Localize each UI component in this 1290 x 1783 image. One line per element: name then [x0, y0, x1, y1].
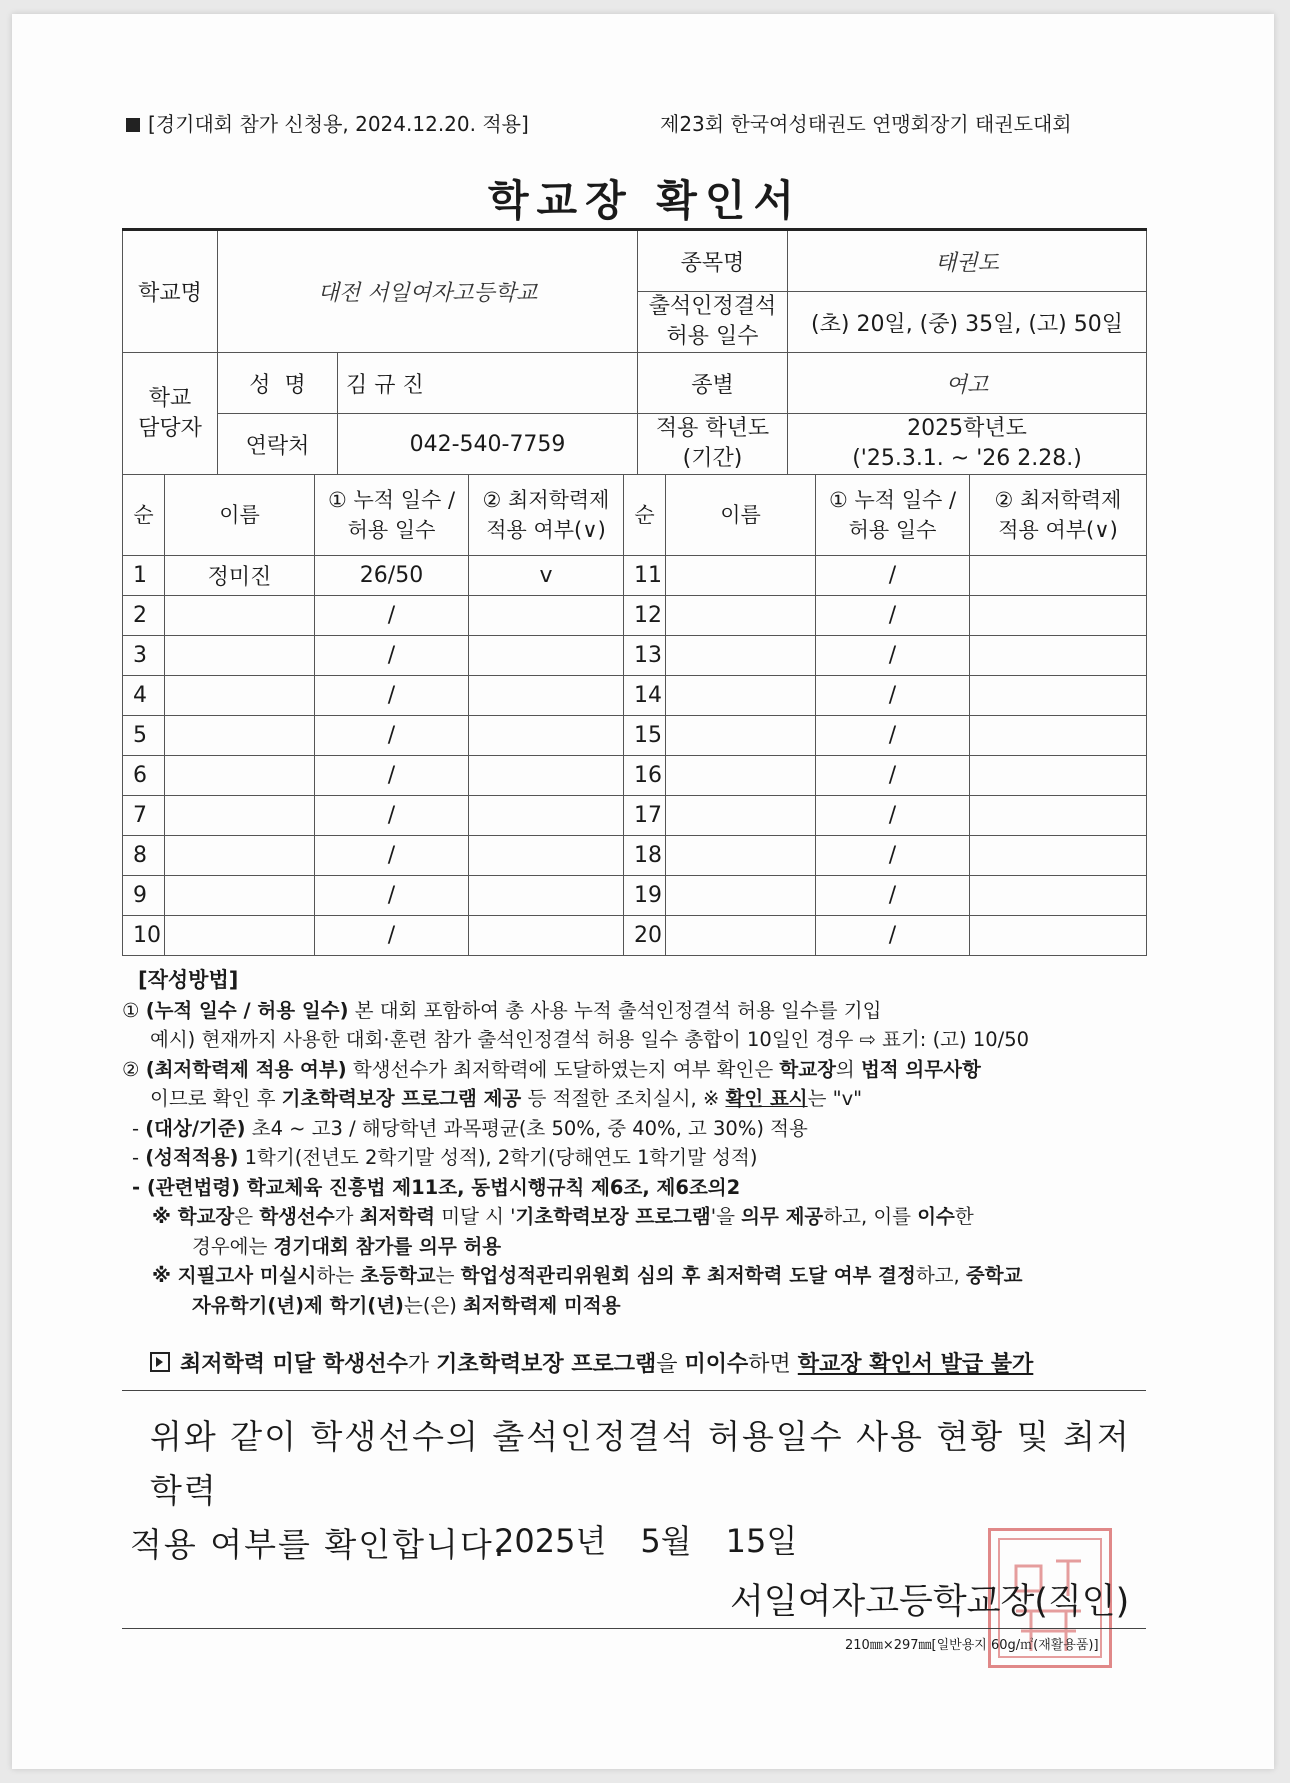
row-name-2	[666, 636, 816, 676]
row-no-2: 18	[624, 836, 666, 876]
divider-top	[122, 1390, 1146, 1391]
student-list-table	[122, 474, 1147, 956]
contact-value: 042-540-7759	[338, 414, 638, 475]
table-row	[123, 676, 1147, 716]
guide-line-3	[122, 1055, 1148, 1085]
row-check-2	[970, 756, 1147, 796]
row-no-2: 11	[624, 556, 666, 596]
g5b: (대상/기준)	[145, 1116, 246, 1140]
table-row	[123, 836, 1147, 876]
col-days	[315, 475, 469, 556]
principal-signature: 서일여자고등학교장(직인)	[730, 1582, 1130, 1622]
row-name	[165, 796, 315, 836]
row-no: 5	[123, 716, 165, 756]
g9b: 경기대회 참가를 의무 허용	[273, 1234, 502, 1258]
table-row	[123, 916, 1147, 956]
writing-guide	[122, 966, 1148, 1320]
g5c: 초4 ~ 고3 / 해당학년 과목평균(초 50%, 중 40%, 고 30%) 적용	[245, 1116, 808, 1140]
col-name: 이름	[165, 475, 315, 556]
paper-info: 210㎜×297㎜[일반용지 60g/㎡(재활용품)]	[845, 1638, 1099, 1653]
gender-value: 여고	[788, 353, 1147, 414]
col-no: 순	[123, 475, 165, 556]
g10g: 중학교	[965, 1264, 1023, 1287]
divider-bottom	[122, 1628, 1146, 1629]
year-label-line1: 적용 학년도	[655, 416, 770, 441]
row-name-2	[666, 876, 816, 916]
table-row	[123, 636, 1147, 676]
row-name-2	[666, 556, 816, 596]
row-no-2: 16	[624, 756, 666, 796]
g6b: (성적적용)	[145, 1146, 239, 1169]
manager-label-line2: 담당자	[138, 415, 202, 441]
name-label: 성 명	[218, 353, 338, 414]
row-days-2: /	[816, 556, 970, 596]
guide-line-6	[122, 1143, 1148, 1173]
n-a: 최저학력 미달 학생선수	[180, 1352, 408, 1377]
row-check	[469, 756, 624, 796]
table-row	[123, 796, 1147, 836]
n-d: 을	[656, 1352, 685, 1377]
document-title: 학교장 확인서	[487, 176, 803, 225]
g8f: 미달 시 '	[435, 1205, 516, 1228]
table-row	[123, 876, 1147, 916]
g5a: -	[132, 1116, 146, 1140]
absence-value: (초) 20일, (중) 35일, (고) 50일	[788, 292, 1147, 353]
g4c: 등 적절한 조치실시, ※	[521, 1087, 726, 1110]
g4e: 는 "v"	[807, 1087, 863, 1110]
g3b: (최저학력제 적용 여부)	[145, 1057, 347, 1081]
arrow-box-icon	[150, 1352, 170, 1372]
row-name	[165, 596, 315, 636]
row-check	[469, 596, 624, 636]
g8b: 은	[234, 1205, 260, 1228]
g8j: 하고, 이를	[823, 1205, 918, 1228]
row-days: /	[315, 916, 469, 956]
row-days: 26/50	[315, 556, 469, 596]
row-name: 정미진	[165, 556, 315, 596]
row-no: 7	[123, 796, 165, 836]
g8c: 학생선수	[259, 1205, 335, 1228]
list-header-row	[123, 475, 1147, 556]
guide-line-5	[122, 1114, 1148, 1144]
row-no: 4	[123, 676, 165, 716]
row-check	[469, 796, 624, 836]
header-right: 제23회 한국여성태권도 연맹회장기 태권도대회	[660, 112, 1072, 136]
table-row	[123, 556, 1147, 596]
row-days-2: /	[816, 636, 970, 676]
event-value: 태권도	[788, 230, 1147, 292]
row-name-2	[666, 676, 816, 716]
g9a: 경우에는	[192, 1234, 274, 1258]
row-check-2	[970, 836, 1147, 876]
g8g: 기초학력보장 프로그램	[515, 1205, 711, 1228]
date-month: 5월	[640, 1522, 692, 1560]
row-no-2: 20	[624, 916, 666, 956]
absence-label-line1: 출석인정결석	[648, 294, 777, 319]
issue-date	[494, 1516, 831, 1562]
gender-label: 종별	[638, 353, 788, 414]
g3a: ②	[122, 1057, 146, 1081]
row-days: /	[315, 876, 469, 916]
g11a: 자유학기(년)제 학기(년)	[192, 1293, 404, 1317]
row-check-2	[970, 916, 1147, 956]
row-name-2	[666, 756, 816, 796]
row-check-2	[970, 716, 1147, 756]
row-check-2	[970, 556, 1147, 596]
info-table	[122, 228, 1147, 475]
row-check-2	[970, 636, 1147, 676]
row-days-2: /	[816, 876, 970, 916]
g10d: 는	[435, 1264, 461, 1287]
col-min-2-line2: 적용 여부(∨)	[998, 518, 1118, 542]
row-days: /	[315, 636, 469, 676]
g1b: (누적 일수 / 허용 일수)	[145, 998, 349, 1022]
guide-line-9	[122, 1232, 1148, 1262]
row-no: 10	[123, 916, 165, 956]
g8l: 한	[954, 1205, 974, 1228]
n-b: 가	[407, 1352, 437, 1377]
notice-line	[150, 1347, 1033, 1378]
g3d: 학교장	[779, 1057, 836, 1081]
row-name	[165, 676, 315, 716]
row-name-2	[666, 916, 816, 956]
col-min-2-line1: ② 최저학력제	[994, 488, 1122, 512]
date-day: 15일	[725, 1522, 798, 1560]
g3c: 학생선수가 최저학력에 도달하였는지 여부 확인은	[346, 1057, 780, 1081]
g6a: -	[132, 1146, 146, 1169]
g3e: 의	[835, 1057, 861, 1081]
row-no: 9	[123, 876, 165, 916]
g10e: 학업성적관리위원회 심의 후 최저학력 도달 여부 결정	[460, 1264, 916, 1287]
g8e: 최저학력	[359, 1205, 436, 1228]
row-name	[165, 716, 315, 756]
absence-label-line2: 허용 일수	[666, 324, 759, 349]
col-name-2: 이름	[666, 475, 816, 556]
confirm-line-2: 적용 여부를 확인합니다.	[130, 1525, 507, 1564]
g1a: ①	[122, 998, 146, 1022]
g11b: 는(은)	[403, 1293, 464, 1317]
header-left-text: [경기대회 참가 신청용, 2024.12.20. 적용]	[148, 112, 529, 136]
square-bullet-icon	[126, 118, 140, 132]
row-no: 6	[123, 756, 165, 796]
name-value: 김 규 진	[338, 353, 638, 414]
row-name	[165, 916, 315, 956]
row-check	[469, 716, 624, 756]
g10a: ※ 지필고사 미실시	[152, 1264, 317, 1287]
g3f: 법적 의무사항	[860, 1057, 981, 1081]
col-min-line2: 적용 여부(∨)	[486, 518, 606, 542]
row-name-2	[666, 796, 816, 836]
row-check: v	[469, 556, 624, 596]
school-label: 학교명	[123, 230, 218, 353]
guide-line-11	[122, 1291, 1148, 1321]
event-label: 종목명	[638, 230, 788, 292]
guide-title: [작성방법]	[138, 968, 239, 992]
year-value	[788, 414, 1147, 475]
col-min	[469, 475, 624, 556]
row-name	[165, 836, 315, 876]
row-no: 8	[123, 836, 165, 876]
row-days-2: /	[816, 716, 970, 756]
row-days-2: /	[816, 756, 970, 796]
row-days-2: /	[816, 916, 970, 956]
year-value-line2: ('25.3.1. ~ '26 2.28.)	[852, 446, 1082, 471]
confirm-line-1: 위와 같이 학생선수의 출석인정결석 허용일수 사용 현황 및 최저학력	[150, 1417, 1131, 1510]
absence-label	[638, 292, 788, 353]
row-no-2: 19	[624, 876, 666, 916]
col-min-2	[970, 475, 1147, 556]
row-no-2: 17	[624, 796, 666, 836]
row-name-2	[666, 836, 816, 876]
row-no: 1	[123, 556, 165, 596]
guide-line-2: 예시) 현재까지 사용한 대회·훈련 참가 출석인정결석 허용 일수 총합이 10일인 경우 ⇨ 표기: (고) 10/50	[150, 1028, 1030, 1051]
row-no-2: 14	[624, 676, 666, 716]
manager-label	[123, 353, 218, 475]
guide-line-1	[122, 996, 1148, 1026]
n-f: 하면	[748, 1352, 798, 1377]
row-check-2	[970, 676, 1147, 716]
g11c: 최저학력제 미적용	[463, 1293, 621, 1317]
row-check	[469, 636, 624, 676]
row-name	[165, 876, 315, 916]
row-check-2	[970, 596, 1147, 636]
col-days-2-line1: ① 누적 일수 /	[828, 488, 957, 512]
row-no-2: 15	[624, 716, 666, 756]
table-row	[123, 716, 1147, 756]
g6c: 1학기(전년도 2학기말 성적), 2학기(당해연도 1학기말 성적)	[238, 1146, 758, 1169]
g4b: 기초학력보장 프로그램 제공	[281, 1087, 522, 1110]
g8i: 의무 제공	[741, 1205, 824, 1228]
contact-label: 연락처	[218, 414, 338, 475]
header-left	[126, 108, 529, 137]
row-name	[165, 636, 315, 676]
row-check	[469, 876, 624, 916]
g8k: 이수	[917, 1205, 955, 1228]
row-check-2	[970, 876, 1147, 916]
row-days: /	[315, 596, 469, 636]
n-g: 학교장 확인서 발급 불가	[797, 1352, 1034, 1377]
manager-label-line1: 학교	[148, 385, 192, 411]
col-no-2: 순	[624, 475, 666, 556]
row-days-2: /	[816, 596, 970, 636]
guide-line-8	[122, 1202, 1148, 1232]
col-days-line2: 허용 일수	[347, 518, 436, 542]
guide-line-10	[122, 1261, 1148, 1291]
row-check	[469, 916, 624, 956]
guide-line-4	[122, 1084, 1148, 1114]
g1c: 본 대회 포함하여 총 사용 누적 출석인정결석 허용 일수를 기입	[348, 998, 882, 1022]
school-value: 대전 서일여자고등학교	[218, 230, 638, 353]
row-no-2: 12	[624, 596, 666, 636]
g8h: '을	[710, 1205, 742, 1228]
row-no: 2	[123, 596, 165, 636]
date-year: 2025년	[494, 1522, 607, 1560]
g4d: 확인 표시	[725, 1087, 808, 1110]
col-days-line1: ① 누적 일수 /	[327, 488, 456, 512]
g10f: 하고,	[915, 1264, 966, 1287]
g10c: 초등학교	[360, 1264, 436, 1287]
row-days-2: /	[816, 836, 970, 876]
g8d: 가	[334, 1205, 360, 1228]
g10b: 하는	[316, 1264, 361, 1287]
row-check	[469, 676, 624, 716]
table-row	[123, 596, 1147, 636]
row-check	[469, 836, 624, 876]
year-label-line2: (기간)	[682, 446, 743, 471]
g4a: 이므로 확인 후	[150, 1087, 282, 1110]
col-days-2	[816, 475, 970, 556]
row-days-2: /	[816, 676, 970, 716]
row-days: /	[315, 836, 469, 876]
col-min-line1: ② 최저학력제	[482, 488, 610, 512]
row-days-2: /	[816, 796, 970, 836]
row-days: /	[315, 676, 469, 716]
n-c: 기초학력보장 프로그램	[436, 1352, 657, 1377]
row-no-2: 13	[624, 636, 666, 676]
g8a: ※ 학교장	[152, 1205, 235, 1228]
row-no: 3	[123, 636, 165, 676]
row-days: /	[315, 716, 469, 756]
row-days: /	[315, 756, 469, 796]
year-value-line1: 2025학년도	[907, 416, 1027, 441]
row-name-2	[666, 596, 816, 636]
row-days: /	[315, 796, 469, 836]
row-name-2	[666, 716, 816, 756]
year-label	[638, 414, 788, 475]
row-check-2	[970, 796, 1147, 836]
n-e: 미이수	[684, 1352, 749, 1377]
table-row	[123, 756, 1147, 796]
col-days-2-line2: 허용 일수	[848, 518, 937, 542]
guide-line-7: - (관련법령) 학교체육 진흥법 제11조, 동법시행규칙 제6조, 제6조의2	[132, 1175, 741, 1199]
row-name	[165, 756, 315, 796]
